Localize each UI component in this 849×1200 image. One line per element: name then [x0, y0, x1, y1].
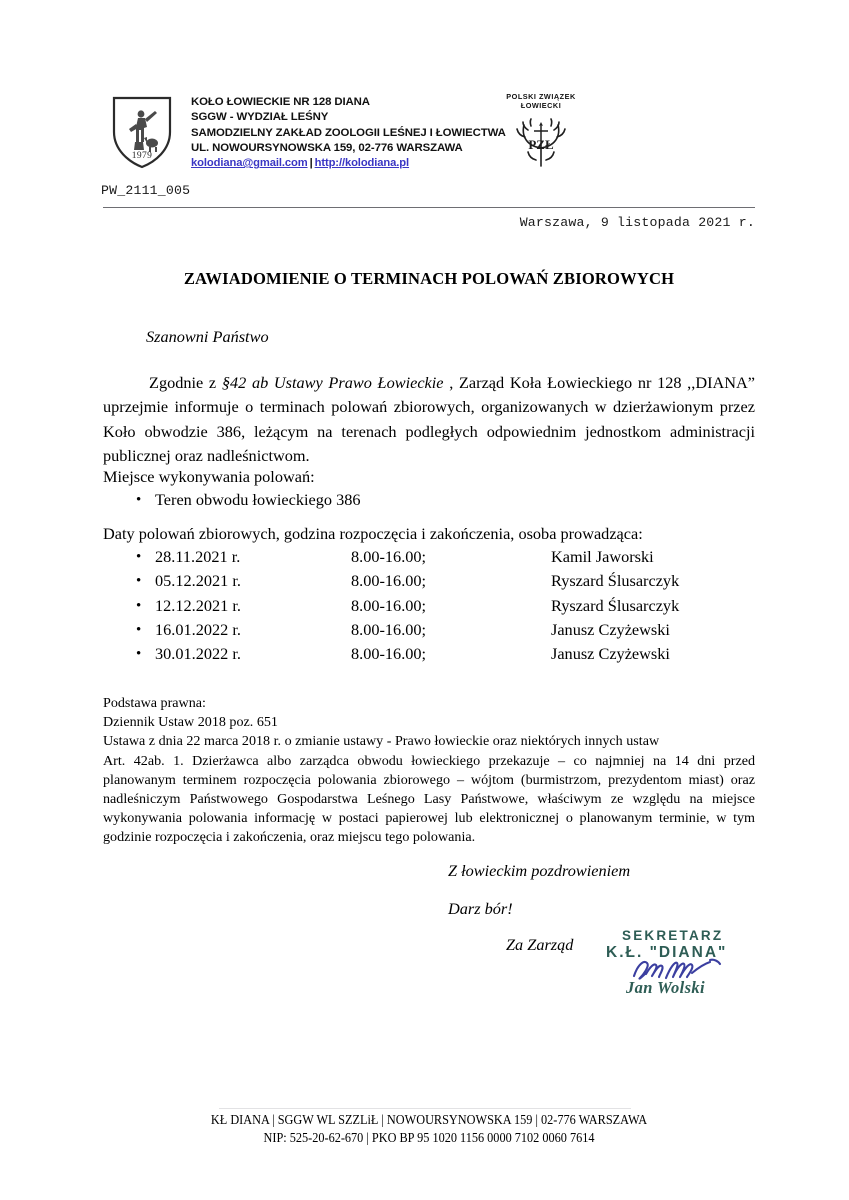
bullet-icon: •	[136, 549, 142, 565]
org-line-3: SAMODZIELNY ZAKŁAD ZOOLOGII LEŚNEJ I ŁOWIECTWA	[191, 126, 506, 139]
table-row	[103, 618, 755, 642]
pzl-title-line-1: POLSKI ZWIĄZEK	[506, 92, 576, 101]
document-title: ZAWIADOMIENIE O TERMINACH POLOWAŃ ZBIOROWYCH	[183, 269, 675, 288]
letterhead	[103, 92, 755, 188]
website-link[interactable]: http://kolodiana.pl	[314, 157, 410, 170]
hunt-date: 16.01.2022 r.	[155, 619, 241, 639]
org-line-4: UL. NOWOURSYNOWSKA 159, 02-776 WARSZAWA	[191, 141, 463, 154]
pzl-antlers-emblem	[512, 114, 570, 172]
hunt-date: 12.12.2021 r.	[155, 595, 241, 615]
legal-act-reference: Ustawa z dnia 22 marca 2018 r. o zmianie ustawy - Prawo łowieckie oraz niektórych innych ustaw	[103, 733, 660, 750]
hunt-leader: Ryszard Ślusarczyk	[551, 571, 680, 591]
official-stamp	[606, 928, 758, 1000]
hunt-leader: Ryszard Ślusarczyk	[551, 595, 680, 615]
bullet-icon: •	[136, 646, 142, 663]
dates-section-label: Daty polowań zbiorowych, godzina rozpoczęcia i zakończenia, osoba prowadząca:	[103, 524, 643, 543]
stamp-line-club: K.Ł. "DIANA"	[606, 944, 728, 961]
legal-basis-block	[103, 694, 755, 848]
stamp-line-secretary: SEKRETARZ	[622, 928, 724, 943]
hunt-date: 05.12.2021 r.	[155, 571, 241, 591]
email-link[interactable]: kolodiana@gmail.com	[191, 157, 308, 170]
hunt-dates-list	[103, 545, 755, 666]
paragraph-part-after: , Zarząd Koła Łowieckiego nr 128 ,,DIANA” uprzejmie informuje o terminach polowań zbiorowych, organizowanych w dzierżawionym przez Koło obwodzie 386, leżącym na terenach podległych odpowiednim jednostkom administracji publicznej oraz nadleśnictwom.	[103, 373, 755, 465]
bullet-icon: •	[136, 597, 142, 614]
closing-greeting: Z łowieckim pozdrowieniem	[448, 861, 631, 880]
hunt-leader: Kamil Jaworski	[551, 547, 654, 566]
place-item-label: Teren obwodu łowieckiego 386	[155, 490, 361, 509]
hunt-time: 8.00-16.00;	[351, 619, 427, 639]
table-row	[103, 569, 755, 593]
document-code: PW_2111_005	[101, 183, 191, 198]
hunt-leader: Janusz Czyżewski	[551, 619, 670, 639]
table-row	[103, 594, 755, 618]
legal-article-text: Art. 42ab. 1. Dzierżawca albo zarządca obwodu łowieckiego przekazuje – co najmniej na 14 dni przed planowanym terminem rozpoczęcia polowania zbiorowego – wójtom (burmistrzom, prezydentom miast) oraz nadleśniczym Państwowego Gospodarstwa Leśnego Lasy Państwowe, właściwym ze względu na miejsce wykonywania polowania informację w postaci papierowej lub elektronicznej o planowanym terminie, w tym godzinie rozpoczęcia i zakończenia, oraz miejscu tego polowania.	[103, 752, 755, 846]
club-shield-logo	[111, 94, 173, 170]
closing-motto: Darz bór!	[448, 899, 513, 918]
place-section-label: Miejsce wykonywania polowań:	[103, 467, 315, 486]
table-row	[103, 642, 755, 666]
stamp-line-name: Jan Wolski	[626, 978, 706, 997]
bullet-icon: •	[136, 492, 142, 508]
pzl-monogram: PZŁ	[528, 136, 554, 152]
hunt-time: 8.00-16.00;	[351, 644, 427, 664]
footer-divider	[219, 1108, 631, 1109]
legal-journal-reference: Dziennik Ustaw 2018 poz. 651	[103, 714, 278, 731]
hunt-leader: Janusz Czyżewski	[551, 644, 670, 664]
svg-text:1979: 1979	[131, 151, 153, 161]
footer	[126, 1111, 732, 1147]
hunt-time: 8.00-16.00;	[351, 547, 427, 566]
footer-line-2: NIP: 525-20-62-670 | PKO BP 95 1020 1156 0000 7102 0060 7614	[263, 1130, 595, 1145]
bullet-icon: •	[136, 621, 142, 638]
place-and-date: Warszawa, 9 listopada 2021 r.	[519, 215, 755, 230]
shield-icon	[111, 94, 173, 170]
salutation: Szanowni Państwo	[146, 327, 269, 346]
hunt-time: 8.00-16.00;	[351, 571, 427, 591]
bullet-icon: •	[136, 573, 142, 590]
paragraph-part-before: Zgodnie z	[149, 373, 222, 392]
hunt-date: 30.01.2022 r.	[155, 644, 241, 664]
place-list	[103, 488, 755, 512]
main-paragraph	[103, 371, 755, 468]
table-row	[103, 545, 755, 569]
org-line-1: KOŁO ŁOWIECKIE NR 128 DIANA	[191, 96, 370, 108]
pzl-logo-block	[481, 92, 601, 172]
closing-signed-by: Za Zarząd	[506, 935, 574, 954]
hunt-time: 8.00-16.00;	[351, 595, 427, 615]
pzl-title-line-2: ŁOWIECKI	[520, 101, 562, 111]
footer-line-1: KŁ DIANA | SGGW WL SZZLiŁ | NOWOURSYNOWSKA 159 | 02-776 WARSZAWA	[210, 1112, 648, 1127]
org-line-2: SGGW - WYDZIAŁ LEŚNY	[191, 111, 329, 124]
hunt-date: 28.11.2021 r.	[155, 547, 241, 566]
law-reference: §42 ab Ustawy Prawo Łowieckie	[221, 373, 444, 392]
antlers-cross-icon	[512, 114, 570, 172]
header-divider	[103, 207, 755, 208]
list-item	[103, 488, 755, 512]
link-separator: |	[309, 157, 313, 170]
legal-basis-label: Podstawa prawna:	[103, 695, 206, 711]
